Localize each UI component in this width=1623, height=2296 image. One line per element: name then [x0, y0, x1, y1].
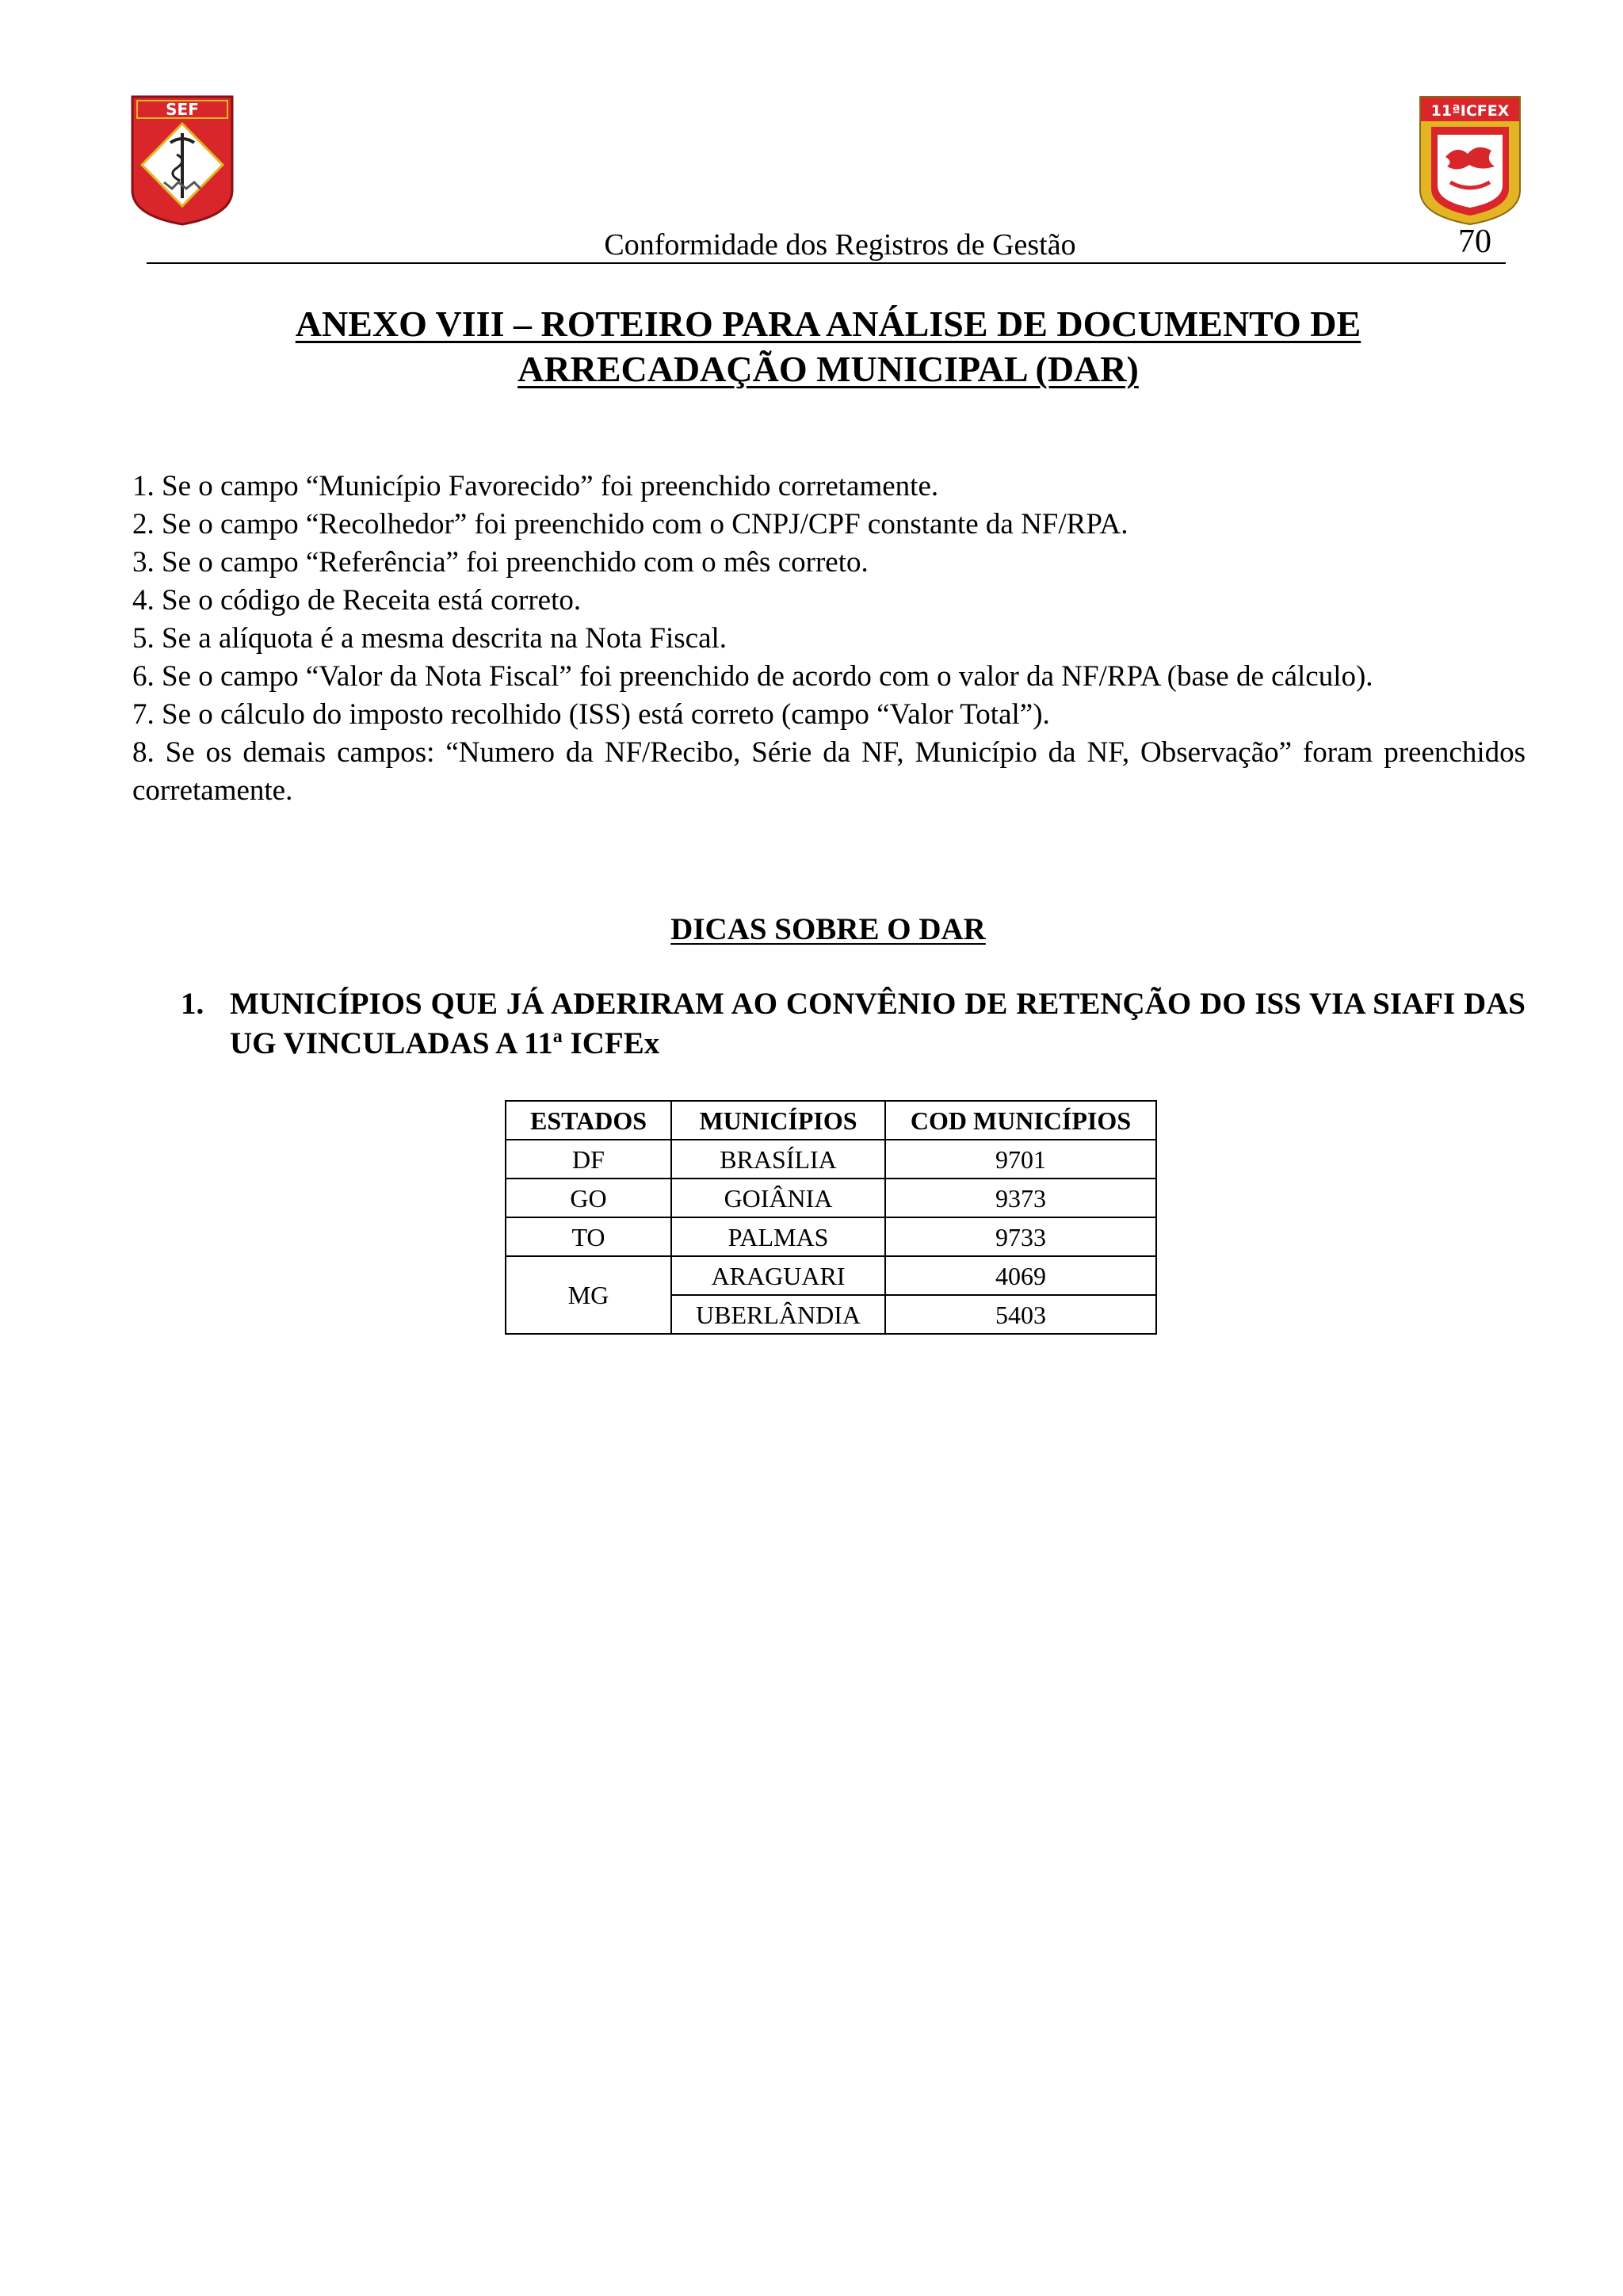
cell-cod: 9733 [885, 1217, 1156, 1256]
sef-logo-text: SEF [166, 100, 199, 119]
tips-title [147, 910, 1510, 949]
section-text [230, 984, 1526, 1064]
icfex-logo-text: 11ªICFEX [1430, 102, 1510, 120]
table-header-row [506, 1101, 1156, 1140]
cell-municipio: UBERLÂNDIA [671, 1295, 885, 1334]
annex-title-line1: ANEXO VIII – ROTEIRO PARA ANÁLISE DE DOCUMENTO DE [295, 304, 1361, 344]
cell-estado: DF [506, 1140, 671, 1179]
cell-cod: 9373 [885, 1179, 1156, 1217]
section-heading [181, 984, 1526, 1064]
sef-emblem-logo [131, 95, 234, 226]
checklist-item: 7. Se o cálculo do imposto recolhido (ISS) está correto (campo “Valor Total”). [132, 698, 1050, 731]
section-text-end: ICFEx [562, 1026, 660, 1060]
section-text-main: MUNICÍPIOS QUE JÁ ADERIRAM AO CONVÊNIO DE RETENÇÃO DO ISS VIA SIAFI DAS UG VINCULADAS A 11 [230, 987, 1526, 1060]
tips-title-text: DICAS SOBRE O DAR [670, 912, 986, 946]
checklist-item: 2. Se o campo “Recolhedor” foi preenchido com o CNPJ/CPF constante da NF/RPA. [132, 508, 1128, 541]
cell-estado: GO [506, 1179, 671, 1217]
header-rule [147, 262, 1506, 264]
cell-estado: MG [506, 1256, 671, 1334]
section-text-sup: a [552, 1026, 563, 1047]
checklist-item: 4. Se o código de Receita está correto. [132, 584, 582, 617]
table-row [506, 1217, 1156, 1256]
checklist-item: 1. Se o campo “Município Favorecido” foi preenchido corretamente. [132, 470, 939, 502]
cell-municipio: ARAGUARI [671, 1256, 885, 1295]
municipalities-table [505, 1100, 1157, 1335]
icfex-emblem-logo [1419, 95, 1522, 226]
checklist-item: 8. Se os demais campos: “Numero da NF/Recibo, Série da NF, Município da NF, Observação” foram preenchidos corretamente. [132, 736, 1526, 807]
annex-title-line2: ARRECADAÇÃO MUNICIPAL (DAR) [517, 349, 1139, 389]
checklist-item: 5. Se a alíquota é a mesma descrita na Nota Fiscal. [132, 622, 727, 655]
annex-title [147, 301, 1510, 392]
cell-municipio: PALMAS [671, 1217, 885, 1256]
cell-municipio: GOIÂNIA [671, 1179, 885, 1217]
cell-cod: 5403 [885, 1295, 1156, 1334]
page-number: 70 [1458, 223, 1491, 260]
checklist [132, 468, 1526, 810]
checklist-item: 6. Se o campo “Valor da Nota Fiscal” foi preenchido de acordo com o valor da NF/RPA (base de cálculo). [132, 660, 1373, 693]
header-cod-municipios: COD MUNICÍPIOS [885, 1101, 1156, 1140]
table-row [506, 1256, 1156, 1295]
cell-municipio: BRASÍLIA [671, 1140, 885, 1179]
table-row [506, 1140, 1156, 1179]
cell-cod: 4069 [885, 1256, 1156, 1295]
table-row [506, 1179, 1156, 1217]
checklist-item: 3. Se o campo “Referência” foi preenchido com o mês correto. [132, 546, 869, 579]
cell-estado: TO [506, 1217, 671, 1256]
header-estados: ESTADOS [506, 1101, 671, 1140]
running-header-title: Conformidade dos Registros de Gestão [604, 228, 1076, 262]
cell-cod: 9701 [885, 1140, 1156, 1179]
header-municipios: MUNICÍPIOS [671, 1101, 885, 1140]
section-number: 1. [181, 987, 204, 1021]
